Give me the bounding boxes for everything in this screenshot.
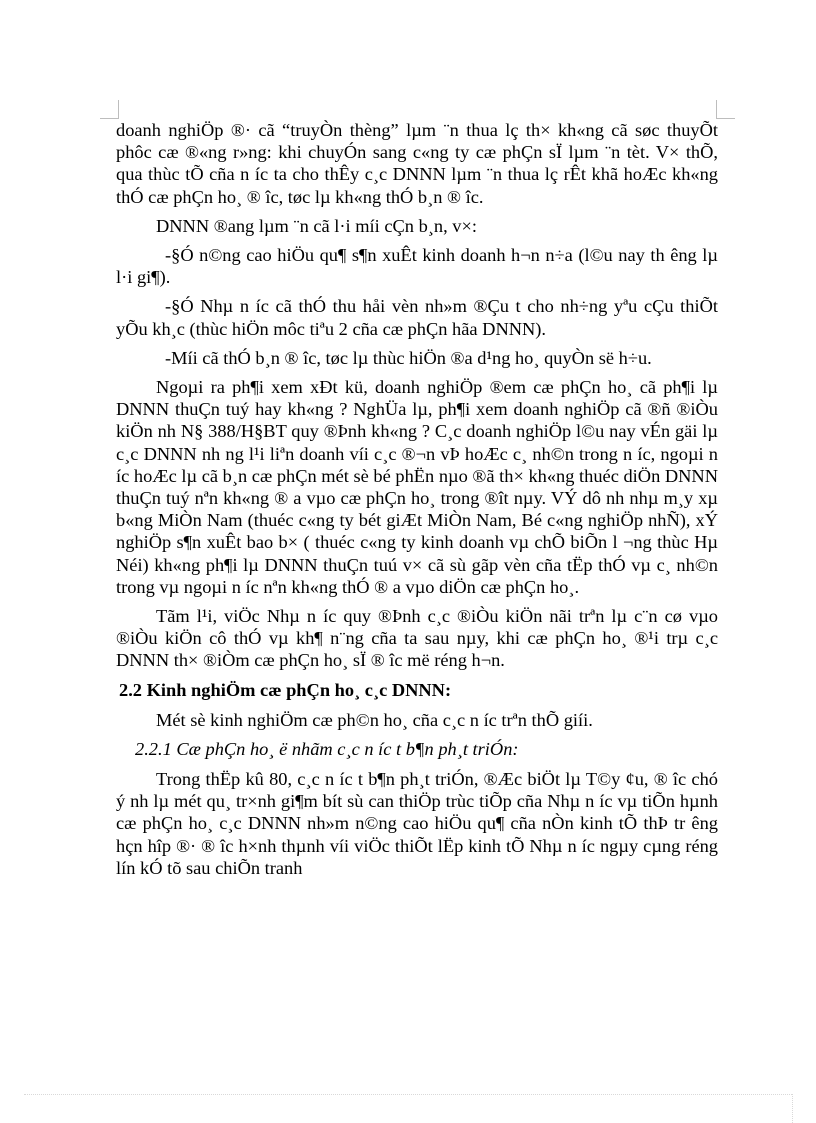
paragraph-continuation: doanh nghiÖp ®· cã “truyÒn thèng” lµm ¨n thua lç th× kh«ng cã søc thuyÕt phôc cæ ®«ng r»ng: khi chuyÓn sang c«ng ty cæ phÇn sÏ lµm ¨n tèt. V× thÕ, qua thùc tÕ cña n íc ta cho thÊy c¸c DNNN lµm ¨n thua lç rÊt khã hoÆc kh«ng thÓ cæ phÇn ho¸ ® îc, tøc lµ kh«ng thÓ b¸n ® îc. <box>116 120 718 207</box>
subsection-heading: 2.2.1 Cæ phÇn ho¸ ë nhãm c¸c n íc t b¶n ph¸t triÓn: <box>135 738 519 759</box>
page-right-border <box>792 1094 793 1123</box>
document-body <box>116 119 718 886</box>
list-item: -§Ó n©ng cao hiÖu qu¶ s¶n xuÊt kinh doanh h¬n n÷a (l©u nay th êng lµ l·i gi¶). <box>116 245 718 288</box>
paragraph: Ngoµi ra ph¶i xem xÐt kü, doanh nghiÖp ®em cæ phÇn ho¸ cã ph¶i lµ DNNN thuÇn tuý hay kh«ng ? NghÜa lµ, ph¶i xem doanh nghiÖp cã ®ñ ®iÒu kiÖn nh N§ 388/H§BT quy ®Þnh kh«ng ? C¸c doanh nghiÖp l©u nay vÉn gäi lµ c¸c DNNN nh ng l¹i liªn doanh víi c¸c ®¬n vÞ hoÆc c¸ nh©n trong n íc, ngoµi n íc hoÆc lµ cã b¸n cæ phÇn mét sè bé phËn nµo ®ã th× kh«ng thuéc diÖn DNNN thuÇn tuý nªn kh«ng ® a vµo cæ phÇn ho¸ trong ®ît nµy. VÝ dô nh nhµ m¸y xµ b«ng MiÒn Nam (thuéc c«ng ty bét giÆt MiÒn Nam, Bé c«ng nghiÖp nhÑ), xÝ nghiÖp s¶n xuÊt bao b× ( thuéc c«ng ty kinh doanh vµ chÕ biÕn l ¬ng thùc Hµ Néi) kh«ng ph¶i lµ DNNN thuÇn tuú v× cã sù gãp vèn cña tËp thÓ vµ c¸ nh©n trong vµ ngoµi n íc nªn kh«ng thÓ ® a vµo diÖn cæ phÇn ho¸. <box>116 377 718 597</box>
list-item: -§Ó Nhµ n íc cã thÓ thu håi vèn nh»m ®Çu t cho nh÷ng yªu cÇu thiÕt yÕu kh¸c (thùc hiÖn môc tiªu 2 cña cæ phÇn hãa DNNN). <box>116 296 718 339</box>
margin-corner-top-left <box>100 100 119 119</box>
paragraph: DNNN ®ang lµm ¨n cã l·i míi cÇn b¸n, v×: <box>156 215 477 236</box>
section-heading: 2.2 Kinh nghiÖm cæ phÇn ho¸ c¸c DNNN: <box>119 679 452 700</box>
paragraph: Trong thËp kû 80, c¸c n íc t b¶n ph¸t triÓn, ®Æc biÖt lµ T©y ¢u, ® îc chó ý nh lµ mét qu¸ tr×nh gi¶m bít sù can thiÖp trùc tiÕp cña Nhµ n íc vµ tiÕn hµnh cæ phÇn ho¸ c¸c DNNN nh»m n©ng cao hiÖu qu¶ cña nÒn kinh tÕ thÞ tr êng hçn hîp ®· ® îc h×nh thµnh víi viÖc thiÕt lËp kinh tÕ Nhµ n íc ngµy cµng réng lín kÓ tõ sau chiÕn tranh <box>116 769 718 878</box>
paragraph: Tãm l¹i, viÖc Nhµ n íc quy ®Þnh c¸c ®iÒu kiÖn nãi trªn lµ c¨n cø vµo ®iÒu kiÖn cô thÓ vµ kh¶ n¨ng cña ta sau nµy, khi cæ phÇn ho¸ ®¹i trµ c¸c DNNN th× ®iÒm cæ phÇn ho¸ sÏ ® îc më réng h¬n. <box>116 606 718 671</box>
margin-corner-top-right <box>716 100 735 119</box>
page-bottom-border <box>24 1094 792 1095</box>
paragraph: Mét sè kinh nghiÖm cæ ph©n ho¸ cña c¸c n íc trªn thÕ giíi. <box>156 709 593 730</box>
list-item: -Míi cã thÓ b¸n ® îc, tøc lµ thùc hiÖn ®a d¹ng ho¸ quyÒn së h÷u. <box>165 347 652 368</box>
